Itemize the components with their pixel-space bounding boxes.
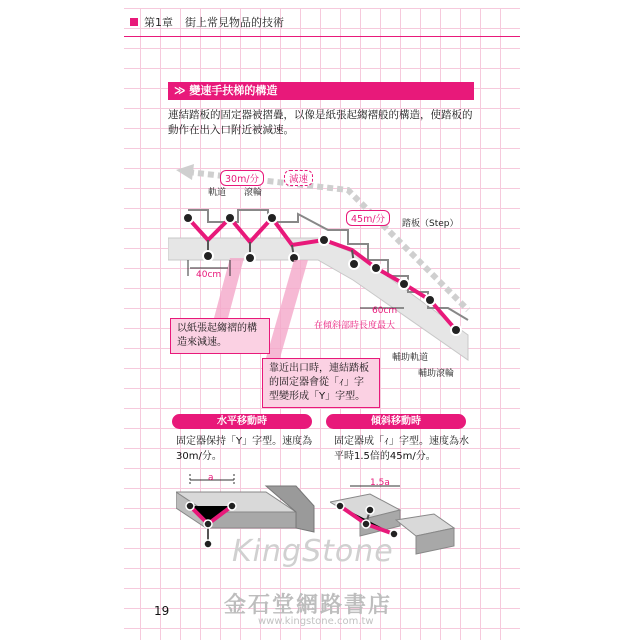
speed-slow-tag: 30m/分 (220, 170, 264, 186)
incline-mode-title: 傾斜移動時 (326, 414, 466, 429)
watermark-chinese: 金石堂網路書店 (224, 593, 393, 618)
roller-label: 滾輪 (244, 188, 263, 198)
horizontal-dimension: a (208, 473, 214, 483)
aux-roller-label: 輔助滾輪 (418, 369, 455, 379)
incline-dimension: 1.5a (370, 478, 390, 488)
dimension-60: 60cm (372, 306, 398, 316)
page-number: 19 (154, 604, 170, 618)
step-label: 踏板（Step） (402, 219, 459, 229)
section-intro: 連結踏板的固定器被摺疊，以像是紙張起縐褶般的構造，使踏板的動作在出入口附近被減速。 (168, 109, 473, 136)
header-divider (124, 36, 520, 37)
horizontal-mode-desc: 固定器保持「Y」字型。速度為30m/分。 (176, 436, 313, 462)
incline-mode-desc: 固定器成「ｨ」字型。速度為水平時1.5倍的45m/分。 (334, 436, 469, 462)
left-margin (0, 0, 124, 640)
watermark-url: www.kingstone.com.tw (258, 616, 374, 627)
speed-decel-tag: 減速 (284, 170, 313, 186)
dimension-40: 40cm (196, 270, 222, 280)
speed-fast-tag: 45m/分 (346, 210, 390, 226)
callout-fold: 以紙張起縐褶的構造來減速。 (170, 318, 270, 354)
aux-rail-label: 輔助軌道 (392, 353, 429, 363)
chapter-marker-icon (130, 18, 138, 26)
chapter-label: 第1章 (144, 16, 173, 29)
rail-label: 軌道 (208, 188, 227, 198)
chapter-title: 街上常見物品的技術 (185, 16, 284, 29)
chapter-header (130, 14, 284, 30)
callout-shape-change: 靠近出口時，連結踏板的固定器會從「ｨ」字型變形成「Y」字型。 (262, 358, 380, 408)
right-margin (520, 0, 640, 640)
section-title: ≫ 變速手扶梯的構造 (168, 82, 474, 100)
watermark-brand: KingStone (232, 534, 394, 569)
horizontal-mode-title: 水平移動時 (172, 414, 312, 429)
dimension-60-note: 在傾斜部時長度最大 (314, 321, 396, 331)
